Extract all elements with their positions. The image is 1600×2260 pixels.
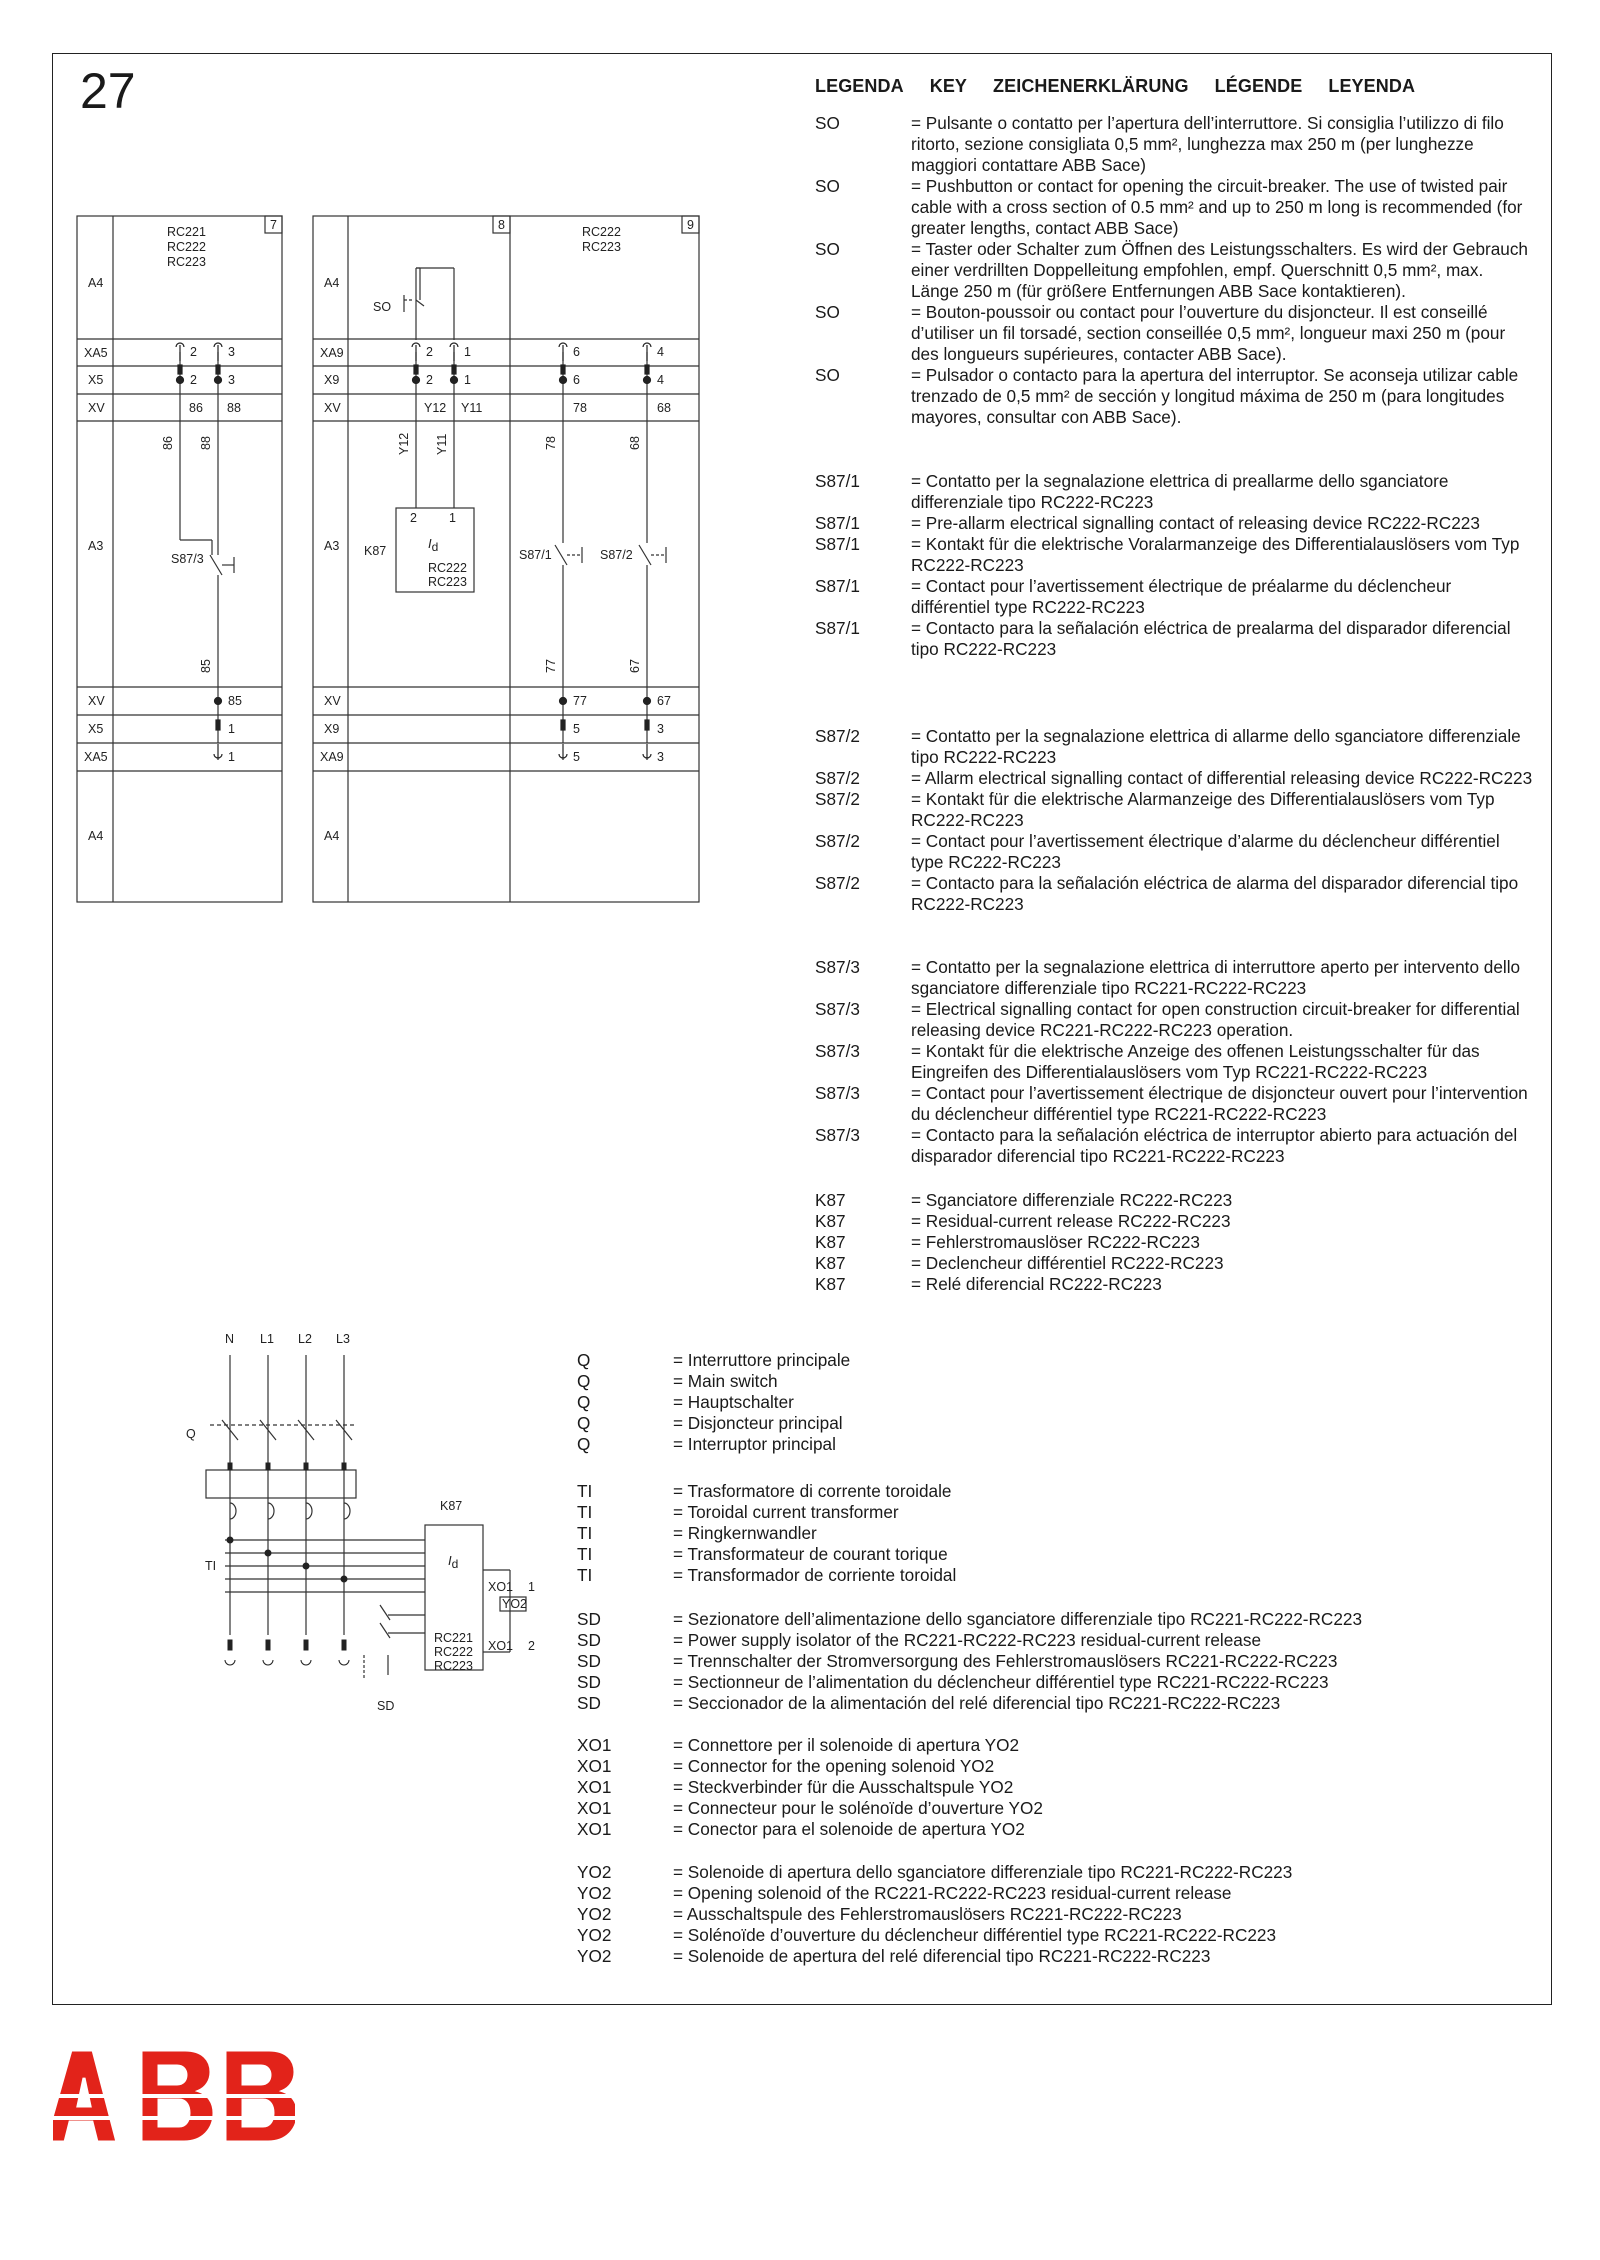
legend-entry: [815, 471, 1535, 513]
legend-group: [577, 1481, 1537, 1586]
terminal-label: 3: [228, 345, 235, 359]
wire-label: 85: [199, 659, 213, 673]
terminal-label: 78: [573, 401, 587, 415]
model-label: RC222: [428, 561, 467, 575]
legend-description: = Pulsador o contacto para la apertura del interruptor. Se aconseja utilizar cable trenzado de 0,5 mm² de sección y longitud máxima de 250 m (para longitudes mayores, consultar con ABB Sace).: [911, 365, 1519, 427]
terminal-label: 4: [657, 373, 664, 387]
legend-code: XO1: [577, 1756, 612, 1776]
legend-entry: [577, 1777, 1537, 1798]
legend-code: XO1: [577, 1735, 612, 1755]
isolator-label: SD: [377, 1699, 395, 1713]
terminal-label: 3: [657, 722, 664, 736]
legend-code: S87/1: [815, 534, 860, 554]
legend-description: = Connecteur pour le solénoïde d’ouverture YO2: [673, 1798, 1043, 1818]
terminal-label: 3: [657, 750, 664, 764]
legend-description: = Relé diferencial RC222-RC223: [911, 1274, 1162, 1294]
legend-description: = Contact pour l’avertissement électrique de préalarme du déclencheur différentiel type RC222-RC223: [911, 576, 1452, 617]
legend-code: TI: [577, 1523, 593, 1543]
terminal-label: 77: [573, 694, 587, 708]
legend-description: = Ausschaltspule des Fehlerstromauslösers RC221-RC222-RC223: [673, 1904, 1182, 1924]
legend-code: YO2: [577, 1862, 612, 1882]
legend-entry: [815, 999, 1535, 1041]
legend-entry: [577, 1693, 1537, 1714]
legend-entry: [815, 957, 1535, 999]
row-label-a4: A4: [88, 276, 104, 290]
terminal-label: 5: [573, 750, 580, 764]
legend-entry: [577, 1756, 1537, 1777]
legend-code: SD: [577, 1693, 601, 1713]
legend-code: SO: [815, 176, 840, 196]
legend-entry: [577, 1883, 1537, 1904]
terminal-label: 67: [657, 694, 671, 708]
legend-code: TI: [577, 1502, 593, 1522]
terminal-label: 2: [190, 345, 197, 359]
legend-code: S87/3: [815, 999, 860, 1019]
legend-code: YO2: [577, 1925, 612, 1945]
legend-entry: [577, 1862, 1537, 1883]
wire-label: 77: [544, 659, 558, 673]
model-label: RC221: [167, 225, 206, 239]
legend-code: Q: [577, 1392, 591, 1412]
column-number: 8: [498, 218, 505, 232]
legend-description: = Pre-allarm electrical signalling contact of releasing device RC222-RC223: [911, 513, 1480, 533]
row-label-xv: XV: [324, 694, 341, 708]
legend-description: = Conector para el solenoide de apertura YO2: [673, 1819, 1025, 1839]
legend-code: Q: [577, 1413, 591, 1433]
legend-description: = Contacto para la señalación eléctrica de prealarma del disparador diferencial tipo RC222-RC223: [911, 618, 1511, 659]
wire-label: Y12: [397, 432, 411, 455]
legend-description: = Electrical signalling contact for open construction circuit-breaker for differential releasing device RC221-RC222-RC223 operation.: [911, 999, 1520, 1040]
phase-label: L3: [336, 1332, 350, 1346]
legend-description: = Sganciatore differenziale RC222-RC223: [911, 1190, 1233, 1210]
row-label-xa5: XA5: [84, 750, 108, 764]
model-label: RC222: [582, 225, 621, 239]
legend-description: = Kontakt für die elektrische Voralarmanzeige des Differentialauslösers vom Typ RC222-RC223: [911, 534, 1520, 575]
legend-description: = Kontakt für die elektrische Anzeige des offenen Leistungsschalter für das Eingreifen des Differentialauslösers vom Typ RC221-RC222-RC223: [911, 1041, 1480, 1082]
connector-label: XO1: [488, 1580, 514, 1594]
legend-entry: [577, 1925, 1537, 1946]
legend-description: = Main switch: [673, 1371, 778, 1391]
terminal-label: 6: [573, 373, 580, 387]
legend-entry: [815, 873, 1535, 915]
row-label-xa5: XA5: [84, 346, 108, 360]
legend-header-it: LEGENDA: [815, 76, 904, 96]
legend-code: SO: [815, 365, 840, 385]
legend-header-fr: LÉGENDE: [1214, 76, 1303, 96]
relay-symbol: Id: [448, 1553, 459, 1571]
legend-entry: [577, 1481, 1537, 1502]
legend-entry: [577, 1651, 1537, 1672]
legend-entry: [815, 1125, 1535, 1167]
contact-label: S87/1: [519, 548, 552, 562]
legend-description: = Connettore per il solenoide di apertura YO2: [673, 1735, 1020, 1755]
legend-entry: [815, 1253, 1535, 1274]
legend-code: K87: [815, 1232, 846, 1252]
abb-logo: [53, 2046, 295, 2146]
row-label-xv: XV: [324, 401, 341, 415]
model-label: RC223: [428, 575, 467, 589]
legend-code: S87/2: [815, 726, 860, 746]
legend-entry: [577, 1434, 1537, 1455]
row-label-a4: A4: [88, 829, 104, 843]
legend-description: = Taster oder Schalter zum Öffnen des Leistungsschalters. Es wird der Gebrauch einer verdrillten Doppelleitung empfohlen, empf. Querschnitt 0,5 mm², max. Länge 250 m (für größere Entfernungen ABB Sace kontaktieren).: [911, 239, 1528, 301]
terminal-label: 2: [426, 373, 433, 387]
terminal-label: 5: [573, 722, 580, 736]
legend-code: SO: [815, 239, 840, 259]
legend-code: SD: [577, 1672, 601, 1692]
legend-entry: [815, 1232, 1535, 1253]
solenoid-label: YO2: [502, 1597, 528, 1611]
legend-code: SD: [577, 1609, 601, 1629]
switch-label: Q: [186, 1427, 196, 1441]
legend-code: S87/3: [815, 1125, 860, 1145]
legend-entry: [577, 1502, 1537, 1523]
terminal-label: Y12: [424, 401, 447, 415]
legend-description: = Disjoncteur principal: [673, 1413, 843, 1433]
row-label-a4: A4: [324, 276, 340, 290]
wire-label: 86: [161, 436, 175, 450]
legend-description: = Bouton-poussoir ou contact pour l’ouverture du disjoncteur. Il est conseillé d’utiliser un fil torsadé, section conseillée 0,5 mm², longueur maxi 250 m (pour des longueurs supérieures, contacter ABB Sace).: [911, 302, 1506, 364]
legend-header-es: LEYENDA: [1328, 76, 1416, 96]
model-label: RC222: [434, 1645, 473, 1659]
legend-code: K87: [815, 1211, 846, 1231]
row-label-x9: X9: [324, 373, 340, 387]
terminal-label: 1: [228, 722, 235, 736]
column-number: 7: [270, 218, 277, 232]
legend-entry: [577, 1350, 1537, 1371]
legend-group: [815, 957, 1535, 1167]
terminal-label: 6: [573, 345, 580, 359]
legend-code: S87/1: [815, 513, 860, 533]
legend-entry: [815, 726, 1535, 768]
legend-group: [815, 113, 1535, 428]
legend-description: = Transformador de corriente toroidal: [673, 1565, 957, 1585]
legend-group: [577, 1350, 1537, 1455]
terminal-label: 2: [190, 373, 197, 387]
legend-entry: [577, 1413, 1537, 1434]
legend-description: = Sectionneur de l’alimentation du déclencheur différentiel type RC221-RC222-RC223: [673, 1672, 1329, 1692]
legend-description: = Ringkernwandler: [673, 1523, 817, 1543]
terminal-label: 1: [464, 345, 471, 359]
legend-code: K87: [815, 1190, 846, 1210]
legend-description: = Pulsante o contatto per l’apertura dell’interruttore. Si consiglia l’utilizzo di filo ritorto, sezione consigliata 0,5 mm², lunghezza max 250 m (per lunghezze maggiori contattare ABB Sace): [911, 113, 1504, 175]
row-label-a4: A4: [324, 829, 340, 843]
legend-code: YO2: [577, 1883, 612, 1903]
legend-entry: [815, 618, 1535, 660]
legend-entry: [815, 576, 1535, 618]
contact-label: S87/2: [600, 548, 633, 562]
legend-entry: [577, 1672, 1537, 1693]
legend-description: = Solénoïde d’ouverture du déclencheur différentiel type RC221-RC222-RC223: [673, 1925, 1277, 1945]
legend-entry: [815, 831, 1535, 873]
legend-description: = Declencheur différentiel RC222-RC223: [911, 1253, 1224, 1273]
legend-code: YO2: [577, 1946, 612, 1966]
wire-label: 78: [544, 436, 558, 450]
terminal-label: 88: [227, 401, 241, 415]
legend-description: = Contatto per la segnalazione elettrica di interruttore aperto per intervento dello sganciatore differenziale tipo RC221-RC222-RC223: [911, 957, 1521, 998]
legend-description: = Interruptor principal: [673, 1434, 836, 1454]
legend-description: = Power supply isolator of the RC221-RC222-RC223 residual-current release: [673, 1630, 1262, 1650]
wiring-diagram-terminals: [0, 0, 760, 930]
legend-entry: [815, 302, 1535, 365]
connector-pin: 1: [528, 1580, 535, 1594]
wire-label: 68: [628, 436, 642, 450]
legend-description: = Contacto para la señalación eléctrica de interruptor abierto para actuación del disparador diferencial tipo RC221-RC222-RC223: [911, 1125, 1518, 1166]
legend-entry: [577, 1523, 1537, 1544]
legend-code: S87/1: [815, 471, 860, 491]
legend-description: = Transformateur de courant torique: [673, 1544, 948, 1564]
legend-entry: [815, 176, 1535, 239]
legend-header-en: KEY: [929, 76, 968, 96]
legend-group: [577, 1609, 1537, 1714]
terminal-label: 2: [426, 345, 433, 359]
legend-entry: [815, 113, 1535, 176]
relay-label: K87: [364, 544, 387, 558]
model-label: RC222: [167, 240, 206, 254]
legend-header-de: ZEICHENERKLÄRUNG: [993, 76, 1189, 96]
row-label-a3: A3: [324, 539, 340, 553]
legend-code: S87/1: [815, 576, 860, 596]
legend-header: [815, 76, 1415, 97]
column-number: 9: [687, 218, 694, 232]
legend-entry: [577, 1565, 1537, 1586]
legend-description: = Solenoide de apertura del relé diferencial tipo RC221-RC222-RC223: [673, 1946, 1211, 1966]
legend-entry: [577, 1392, 1537, 1413]
transformer-label: TI: [205, 1559, 217, 1573]
legend-description: = Contatto per la segnalazione elettrica di allarme dello sganciatore differenziale tipo RC222-RC223: [911, 726, 1521, 767]
legend-entry: [577, 1544, 1537, 1565]
legend-code: S87/3: [815, 1041, 860, 1061]
legend-code: Q: [577, 1350, 591, 1370]
legend-description: = Toroidal current transformer: [673, 1502, 899, 1522]
connector-pin: 2: [528, 1639, 535, 1653]
legend-code: S87/2: [815, 789, 860, 809]
terminal-label: 3: [228, 373, 235, 387]
row-label-xv: XV: [88, 694, 105, 708]
legend-code: K87: [815, 1274, 846, 1294]
legend-code: S87/2: [815, 873, 860, 893]
model-label: RC223: [434, 1659, 473, 1673]
relay-pin: 2: [410, 511, 417, 525]
legend-group: [815, 471, 1535, 660]
legend-entry: [815, 534, 1535, 576]
phase-label: L1: [260, 1332, 274, 1346]
legend-description: = Sezionatore dell’alimentazione dello sganciatore differenziale tipo RC221-RC222-RC223: [673, 1609, 1363, 1629]
legend-code: XO1: [577, 1819, 612, 1839]
row-label-xv: XV: [88, 401, 105, 415]
legend-description: = Opening solenoid of the RC221-RC222-RC223 residual-current release: [673, 1883, 1232, 1903]
legend-code: Q: [577, 1434, 591, 1454]
phase-label: N: [225, 1332, 235, 1346]
row-label-xa9: XA9: [320, 750, 344, 764]
legend-entry: [815, 365, 1535, 428]
legend-description: = Allarm electrical signalling contact of differential releasing device RC222-RC223: [911, 768, 1533, 788]
model-label: RC221: [434, 1631, 473, 1645]
terminal-label: Y11: [461, 401, 483, 415]
legend-description: = Contact pour l’avertissement électrique de disjoncteur ouvert pour l’intervention du déclencheur différentiel type RC221-RC222-RC223: [911, 1083, 1528, 1124]
pushbutton-label: SO: [373, 300, 392, 314]
terminal-label: 85: [228, 694, 242, 708]
legend-code: S87/3: [815, 1083, 860, 1103]
row-label-x5: X5: [88, 722, 104, 736]
legend-code: SD: [577, 1630, 601, 1650]
terminal-label: 1: [464, 373, 471, 387]
terminal-label: 4: [657, 345, 664, 359]
legend-code: TI: [577, 1481, 593, 1501]
legend-code: SD: [577, 1651, 601, 1671]
legend-description: = Contacto para la señalación eléctrica de alarma del disparador diferencial tipo RC222-RC223: [911, 873, 1519, 914]
row-label-x5: X5: [88, 373, 104, 387]
legend-description: = Connector for the opening solenoid YO2: [673, 1756, 995, 1776]
terminal-label: 86: [189, 401, 203, 415]
legend-code: Q: [577, 1371, 591, 1391]
contact-label: S87/3: [171, 552, 204, 566]
legend-entry: [815, 1274, 1535, 1295]
relay-symbol: Id: [428, 536, 439, 554]
legend-code: TI: [577, 1565, 593, 1585]
legend-description: = Trennschalter der Stromversorgung des Fehlerstromauslösers RC221-RC222-RC223: [673, 1651, 1338, 1671]
connector-label: XO1: [488, 1639, 514, 1653]
legend-entry: [815, 513, 1535, 534]
legend-code: SO: [815, 113, 840, 133]
legend-code: TI: [577, 1544, 593, 1564]
legend-entry: [577, 1630, 1537, 1651]
wiring-diagram-power: [170, 1325, 570, 1730]
legend-description: = Steckverbinder für die Ausschaltspule YO2: [673, 1777, 1014, 1797]
legend-entry: [577, 1735, 1537, 1756]
page-number: 27: [80, 63, 136, 119]
wire-label: 67: [628, 659, 642, 673]
phase-label: L2: [298, 1332, 312, 1346]
legend-entry: [577, 1798, 1537, 1819]
legend-group: [577, 1735, 1537, 1840]
legend-code: S87/2: [815, 768, 860, 788]
legend-description: = Contatto per la segnalazione elettrica di preallarme dello sganciatore differenziale tipo RC222-RC223: [911, 471, 1449, 512]
legend-entry: [577, 1946, 1537, 1967]
legend-entry: [815, 768, 1535, 789]
legend-entry: [815, 239, 1535, 302]
terminal-label: 1: [228, 750, 235, 764]
legend-code: S87/3: [815, 957, 860, 977]
legend-description: = Contact pour l’avertissement électrique d’alarme du déclencheur différentiel type RC222-RC223: [911, 831, 1500, 872]
legend-entry: [577, 1609, 1537, 1630]
legend-entry: [815, 1190, 1535, 1211]
relay-label: K87: [440, 1499, 463, 1513]
legend-description: = Trasformatore di corrente toroidale: [673, 1481, 952, 1501]
legend-description: = Hauptschalter: [673, 1392, 794, 1412]
legend-description: = Fehlerstromauslöser RC222-RC223: [911, 1232, 1200, 1252]
legend-entry: [577, 1904, 1537, 1925]
legend-code: XO1: [577, 1777, 612, 1797]
wire-label: 88: [199, 436, 213, 450]
terminal-label: 68: [657, 401, 671, 415]
legend-description: = Seccionador de la alimentación del relé diferencial tipo RC221-RC222-RC223: [673, 1693, 1281, 1713]
legend-group: [815, 1190, 1535, 1295]
legend-description: = Pushbutton or contact for opening the circuit-breaker. The use of twisted pair cable with a cross section of 0.5 mm² and up to 250 m long is recommended (for greater lengths, contact ABB Sace): [911, 176, 1523, 238]
legend-group: [815, 726, 1535, 915]
legend-code: XO1: [577, 1798, 612, 1818]
row-label-x9: X9: [324, 722, 340, 736]
legend-entry: [815, 1083, 1535, 1125]
model-label: RC223: [582, 240, 621, 254]
legend-code: SO: [815, 302, 840, 322]
legend-group: [577, 1862, 1537, 1967]
legend-description: = Solenoide di apertura dello sganciatore differenziale tipo RC221-RC222-RC223: [673, 1862, 1293, 1882]
legend-description: = Residual-current release RC222-RC223: [911, 1211, 1231, 1231]
legend-code: K87: [815, 1253, 846, 1273]
relay-pin: 1: [449, 511, 456, 525]
legend-code: YO2: [577, 1904, 612, 1924]
legend-entry: [815, 1211, 1535, 1232]
row-label-a3: A3: [88, 539, 104, 553]
row-label-xa9: XA9: [320, 346, 344, 360]
legend-entry: [577, 1371, 1537, 1392]
legend-entry: [815, 1041, 1535, 1083]
legend-entry: [577, 1819, 1537, 1840]
legend-description: = Kontakt für die elektrische Alarmanzeige des Differentialauslösers vom Typ RC222-RC223: [911, 789, 1495, 830]
legend-description: = Interruttore principale: [673, 1350, 851, 1370]
model-label: RC223: [167, 255, 206, 269]
legend-code: S87/2: [815, 831, 860, 851]
legend-code: S87/1: [815, 618, 860, 638]
wire-label: Y11: [435, 433, 449, 455]
legend-entry: [815, 789, 1535, 831]
